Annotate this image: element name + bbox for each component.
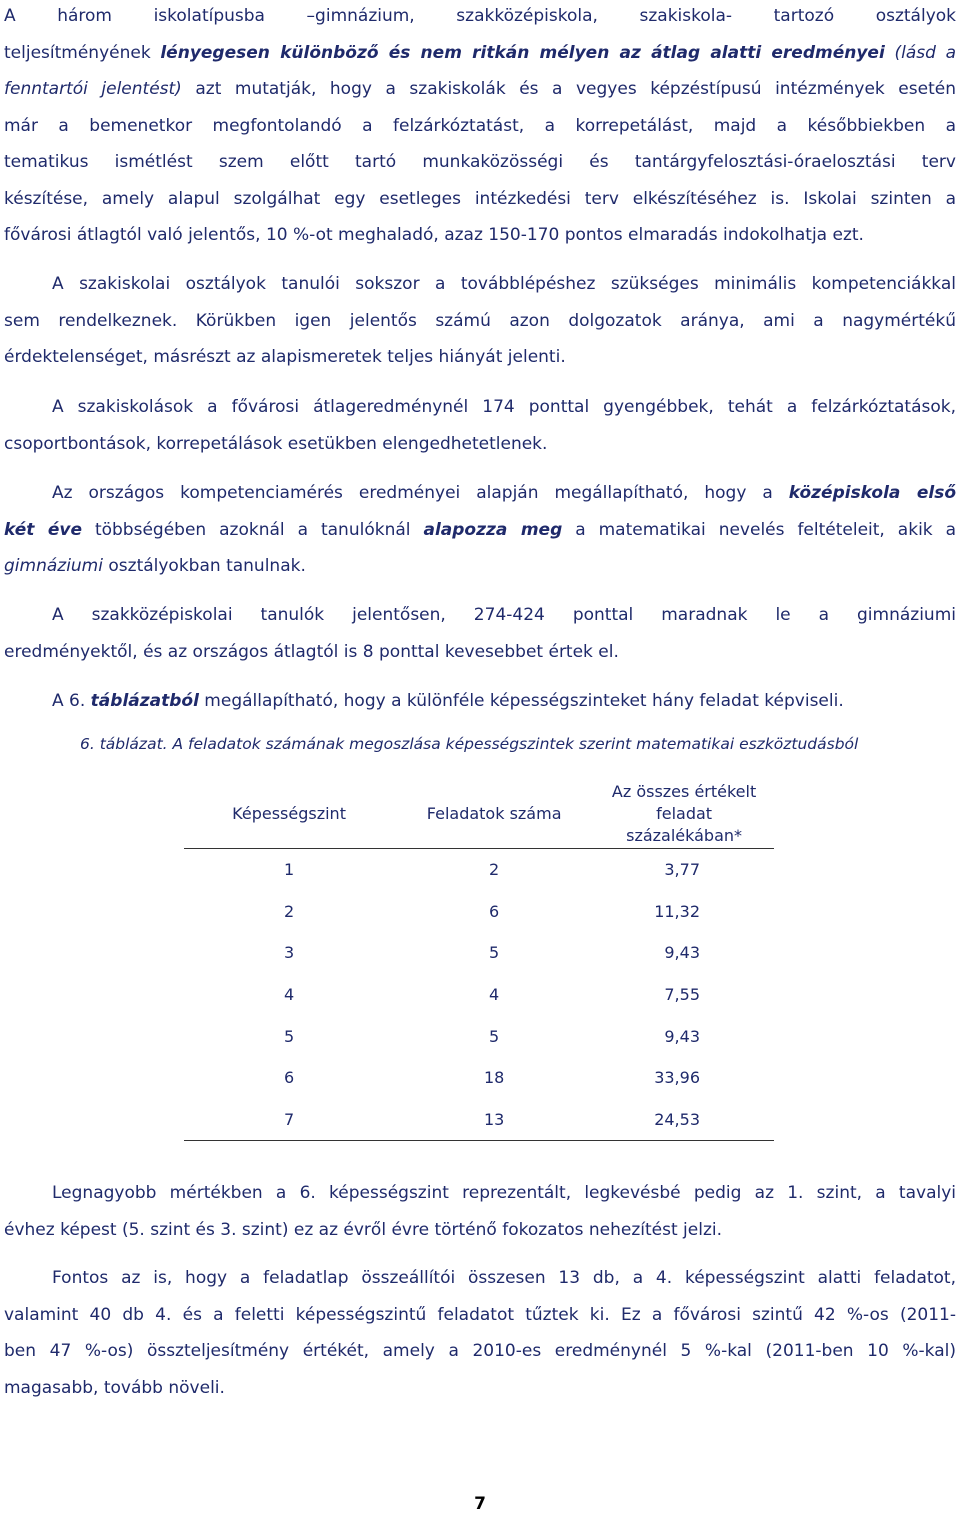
column-header: Feladatok száma <box>394 780 594 849</box>
table-row <box>184 932 774 974</box>
table-header-row <box>184 780 774 849</box>
text-line: már a bemenetkor megfontolandó a felzárkóztatást, a korrepetálást, majd a későbbiekben a <box>4 115 956 136</box>
paragraph-8 <box>4 1260 956 1406</box>
table-cell: 4 <box>283 985 295 1005</box>
text-line: évhez képest (5. szint és 3. szint) ez az évről évre történő fokozatos nehezítést jelzi. <box>4 1219 723 1240</box>
table-cell: 2 <box>283 901 295 921</box>
text-line: készítése, amely alapul szolgálhat egy esetleges intézkedési terv elkészítéséhez is. Iskolai szinten a <box>4 188 956 209</box>
table-row <box>184 1099 774 1141</box>
text-line: ben 47 %-os) összteljesítmény értékét, amely a 2010-es eredménynél 5 %-kal (2011-ben 10 %-kal) <box>4 1341 956 1361</box>
text-line: A 6. táblázatból megállapítható, hogy a különféle képességszinteket hány feladat képviseli. <box>52 691 844 711</box>
table-row <box>184 1015 774 1057</box>
table-cell: 3 <box>283 943 295 963</box>
table-cell: 6 <box>489 901 500 921</box>
table-cell: 18 <box>483 1068 505 1088</box>
paragraph-1 <box>4 0 956 254</box>
table-cell: 7 <box>184 1099 394 1141</box>
table-caption-text: A feladatok számának megoszlása képességszintek szerint matematikai eszköztudásból <box>167 735 859 753</box>
text-line: magasabb, tovább növeli. <box>4 1377 225 1398</box>
data-table <box>184 780 774 1141</box>
text-line: eredményektől, és az országos átlagtól is 8 ponttal kevesebbet értek el. <box>4 641 619 662</box>
table-caption-label: 6. táblázat. <box>80 735 168 753</box>
text-line: érdektelenséget, másrészt az alapismeretek teljes hiányát jelenti. <box>4 347 566 367</box>
table-caption <box>80 735 858 753</box>
text-line: teljesítményének lényegesen különböző és nem ritkán mélyen az átlag alatti eredményei (lásd a <box>4 42 956 63</box>
text-line: A három iskolatípusba –gimnázium, szakközépiskola, szakiskola- tartozó osztályok <box>4 6 956 26</box>
text-line: gimnáziumi osztályokban tanulnak. <box>4 556 306 576</box>
text-line: Az országos kompetenciamérés eredményei alapján megállapítható, hogy a középiskola első <box>52 483 957 503</box>
table-cell: 24,53 <box>594 1099 774 1141</box>
table-cell: 9,43 <box>664 1026 700 1046</box>
table-cell: 33,96 <box>654 1068 700 1088</box>
table-cell: 5 <box>283 1026 295 1046</box>
table-cell: 9,43 <box>664 943 700 963</box>
text-line: A szakiskolai osztályok tanulói sokszor a továbblépéshez szükséges minimális kompetenciákkal <box>52 274 956 294</box>
text-line: A szakiskolások a fővárosi átlageredménynél 174 ponttal gyengébbek, tehát a felzárkóztatások, <box>52 397 956 417</box>
column-header: Képességszint <box>184 780 394 849</box>
text-line: csoportbontások, korrepetálások esetükben elengedhetetlenek. <box>4 433 548 454</box>
paragraph-5 <box>4 597 956 670</box>
text-line: tematikus ismétlést szem előtt tartó munkaközösségi és tantárgyfelosztási-óraelosztási terv <box>4 152 956 172</box>
table-row <box>184 1057 774 1099</box>
text-line: A szakközépiskolai tanulók jelentősen, 274-424 ponttal maradnak le a gimnáziumi <box>52 605 956 625</box>
table-row <box>184 974 774 1016</box>
text-line: fenntartói jelentést) azt mutatják, hogy a szakiskolák és a vegyes képzéstípusú intézmények esetén <box>4 79 956 99</box>
column-header: Az összes értékelt feladat százalékában* <box>594 780 774 849</box>
text-line: két éve többségében azoknál a tanulóknál alapozza meg a matematikai nevelés feltételeit, akik a <box>4 519 957 540</box>
table-cell: 7,55 <box>664 985 700 1005</box>
page-number: 7 <box>474 1494 486 1514</box>
table-row <box>184 891 774 933</box>
table-cell: 11,32 <box>654 901 700 921</box>
paragraph-6 <box>4 683 956 720</box>
text-line: Legnagyobb mértékben a 6. képességszint reprezentált, legkevésbé pedig az 1. szint, a tavalyi <box>52 1183 956 1203</box>
table-cell: 13 <box>394 1099 594 1141</box>
table-cell: 3,77 <box>664 860 700 880</box>
paragraph-2 <box>4 266 956 376</box>
text-line: Fontos az is, hogy a feladatlap összeállítói összesen 13 db, a 4. képességszint alatti feladatot, <box>52 1268 956 1288</box>
table-cell: 5 <box>489 943 500 963</box>
table-cell: 6 <box>283 1068 295 1088</box>
text-line: sem rendelkeznek. Körükben igen jelentős számú azon dolgozatok aránya, ami a nagymértékű <box>4 310 956 331</box>
table-cell: 4 <box>489 985 500 1005</box>
table-row <box>184 849 774 891</box>
table-cell: 5 <box>489 1026 500 1046</box>
table-cell: 2 <box>489 860 500 880</box>
paragraph-7 <box>4 1175 956 1248</box>
text-line: valamint 40 db 4. és a feletti képességszintű feladatot tűztek ki. Ez a fővárosi szintű 42 %-os (2011- <box>4 1304 956 1325</box>
table-cell: 1 <box>283 860 295 880</box>
text-line: fővárosi átlagtól való jelentős, 10 %-ot meghaladó, azaz 150-170 pontos elmaradás indokolhatja ezt. <box>4 225 864 245</box>
paragraph-3 <box>4 389 956 462</box>
paragraph-4 <box>4 475 956 585</box>
